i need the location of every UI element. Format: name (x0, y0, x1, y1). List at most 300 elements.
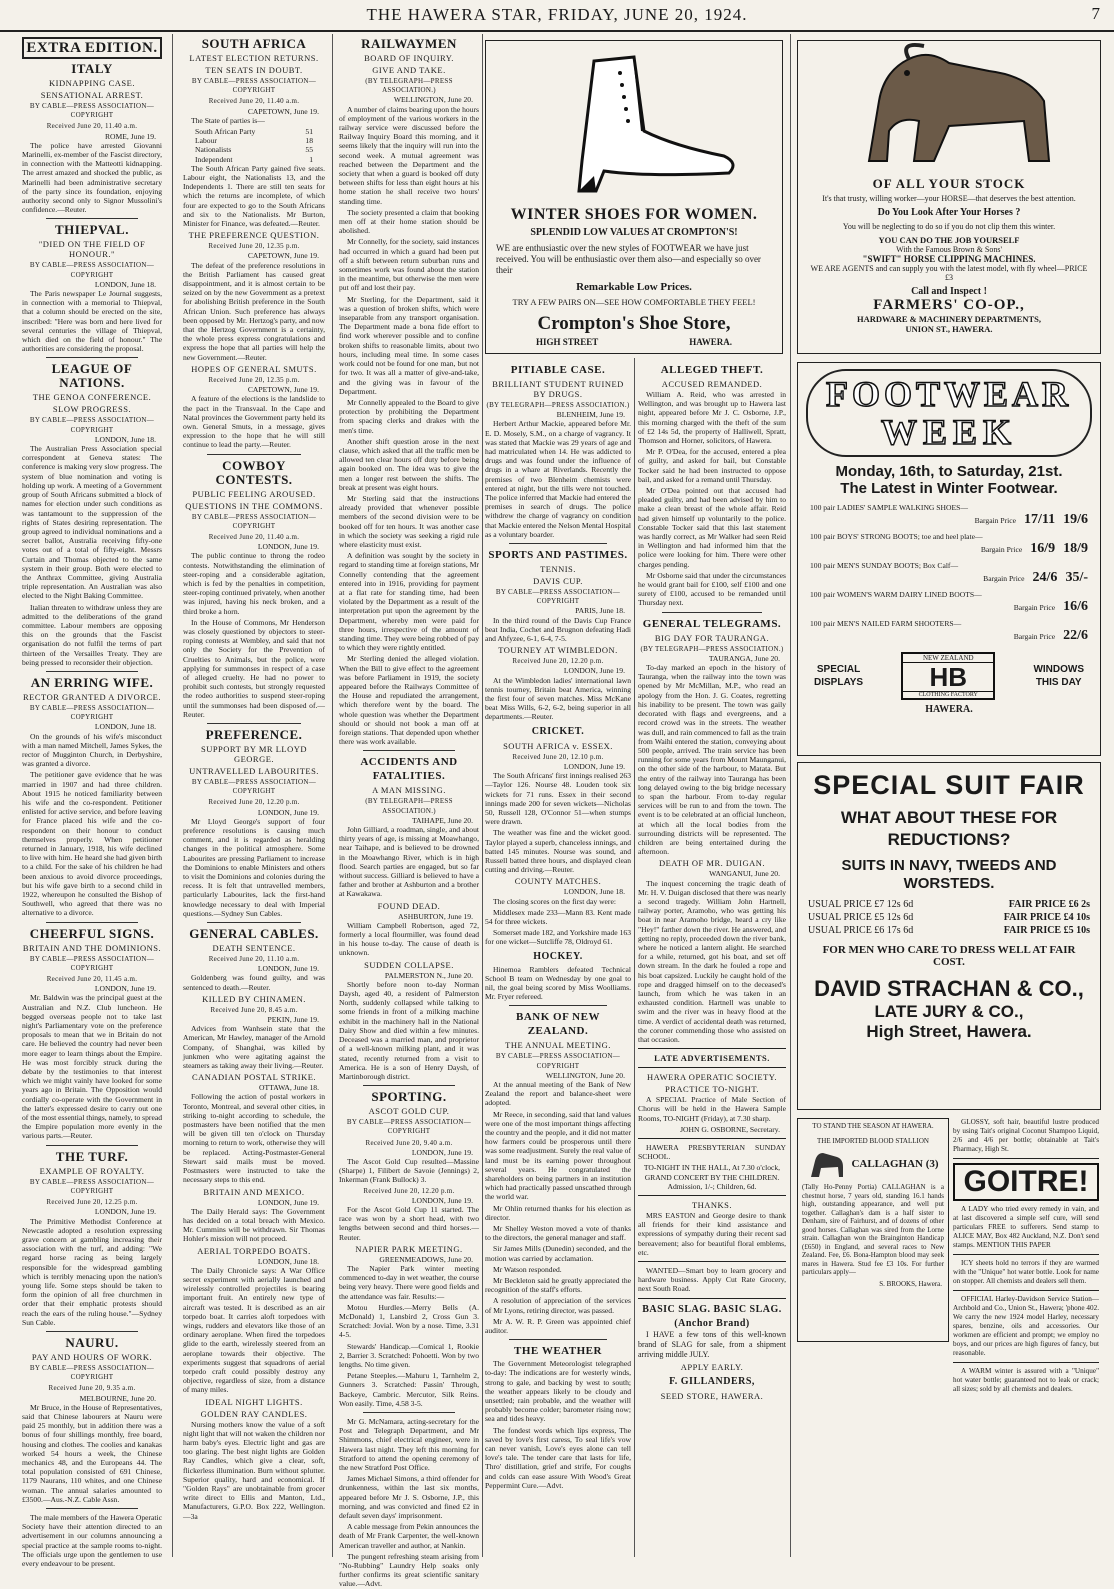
cal-title-row (798, 1149, 948, 1179)
article-text: The police have arrested Giovanni Marinelli, ex-member of the Fascist directory, in connection with the Matteotti kidnapping. The arrest amazed and shocked the public, as Marinelli had been administrative secretary of the party since its foundation, enjoying authority second only to Signor Mussolini's confidence.—Reuter. (22, 140, 162, 215)
week-word: WEEK (880, 412, 1018, 452)
article-text: Mr O'Dea pointed out that accused had pleaded guilty, and had been advised by him to make a clean breast of the whole affair. Reid had given himself up voluntarily to the police. Constable Tocker said that this last statement was hardly correct, as Mr Walker had seen Reid in Wellington and had informed him that the police were looking for him. There were other charges pending. (638, 486, 786, 569)
dateline: TAURANGA, June 20. (708, 653, 780, 663)
received: Received June 20, 12.10 p.m. (512, 752, 604, 761)
label: WINDOWS (1033, 664, 1084, 675)
extra-edition-heading: EXTRA EDITION. (22, 37, 162, 59)
dateline-source: BY CABLE—PRESS ASSOCIATION—COPYRIGHT (29, 416, 155, 434)
fair-price: FAIR PRICE £6 2s (1008, 899, 1090, 910)
headline: COWBOY CONTESTS. (215, 457, 293, 487)
column-rule (172, 34, 173, 1557)
horse-ad-title: OF ALL YOUR STOCK (872, 176, 1026, 191)
dateline: LONDON, June 19. (257, 807, 319, 817)
party-seats: 51 (305, 127, 313, 137)
classified-subheading: PRACTICE TO-NIGHT. (665, 1084, 759, 1095)
article-text: Mr Connelly, for the society, said instances had occurred in which a guard had been put off a shift between return suburban runs and sometimes work was found about the station in the meantime, but otherwise the men were put off and lost their pay. (339, 237, 479, 293)
received: Received June 20, 11.10 a.m. (208, 955, 300, 964)
subhead: QUESTIONS IN THE COMMONS. (185, 500, 323, 511)
subhead: "DIED ON THE FIELD OF HONOUR." (38, 239, 146, 260)
harley-advert: OFFICIAL Harley-Davidson Service Station—Archbold and Co., Union St., Hawera; 'phone 402. We carry the new 1924 model Harley, necessary spares, benzine, oils and accessories. Our workmen are efficient and prompt; we employ no boys, and our prices are high figures of fancy, but reasonable. (953, 1295, 1099, 1357)
column-5 (638, 360, 786, 1557)
subhead: SENSATIONAL ARREST. (40, 90, 144, 100)
article-text: Shortly before noon to-day Norman Daysh, aged 40, a resident of Palmerston North, suddenly collapsed while talking to some friends in front of a milking machine exhibit in the machinery hall in the National Dairy Show and died within a few minutes. Deceased was a married man, and proprietor of a well-known milking plant, and it was stated, recently returned from a visit to America. He is a son of Henry Daysh, of Martinborough district. (339, 979, 479, 1081)
party-seats: 55 (305, 145, 313, 155)
party-name: Independent (195, 154, 233, 164)
article-text: The Daily Chronicle says: A War Office secret experiment with aerially launched and wirelessly controlled projectiles is bearing important fruit. An entirely new type of aircraft was tested. It is described as an air torpedo boat. It carries aloft torpedoes with wings, rudders and elevators like those of an ordinary aeroplane. When fired the torpedoes glide to the earth, wirelessly steered from an aeroplane towards their objective. The experiments suggest that squadrons of aerial torpedo craft could possibly destroy any objective, regardless of size, from a distance of many miles. (183, 1265, 325, 1395)
shoe-ad-body: WE are enthusiastic over the new styles of FOOTWEAR we have just received. You will be enthusiastic over them also—and especially so over their (496, 243, 761, 275)
shoe-ad-title: WINTER SHOES FOR WOMEN. (510, 206, 758, 223)
received: Received June 20, 8.45 a.m. (210, 1005, 298, 1014)
column-1 (22, 34, 162, 1568)
suit-fair-question: WHAT ABOUT THESE FOR REDUCTIONS? (840, 808, 1058, 849)
subhead: DEATH OF MR. DUIGAN. (658, 858, 766, 869)
article-text: At the Wimbledon ladies' international lawn tennis tourney, Britain beat America, winning the first four of seven matches. Miss McKane beat Miss Wills, 6-2, 6-2, being superior in all departments.—Reuter. (485, 675, 631, 722)
footwear-dates: Monday, 16th, to Saturday, 21st. (835, 463, 1063, 480)
dateline: LONDON, June 18. (94, 722, 156, 732)
article-text: A cable message from Pekin announces the death of Mr Frank Carpenter, the well-known American traveller and author, at Nankin. (339, 1522, 479, 1550)
coop-address: UNION ST., HAWERA. (905, 324, 993, 334)
dateline: WELLINGTON, June 20. (545, 1070, 625, 1080)
subhead: PAY AND HOURS OF WORK. (31, 1351, 153, 1362)
article-text: Mr A. W. R. P. Green was appointed chief auditor. (485, 1316, 631, 1336)
table-row (195, 155, 313, 164)
received: Received June 20, 12.20 p.m. (208, 798, 300, 807)
article-text: The public continue to throng the rodeo contests. Notwithstanding the elimination of steer-roping and a considerable agitation, which is fed by the penalties in competition, steer-roping continued privately, when another was injured, having his neck broken, and a third broke a horn. (183, 551, 325, 616)
classified-heading: HAWERA OPERATIC SOCIETY. (647, 1072, 777, 1083)
warm-advert: A WARM winter is assured with a "Unique" hot water bottle; guaranteed not to leak or crack; all sizes; sold by all chemists and dealers. (953, 1367, 1099, 1393)
article-text: In the third round of the Davis Cup France beat India, Cochet and Brugnon defeating Hadi and Ahfyzee, 6-1, 6-4, 7-5. (485, 615, 631, 644)
headline: HOCKEY. (533, 950, 583, 962)
headline: AN ERRING WIFE. (30, 674, 154, 690)
table-row (808, 912, 1090, 923)
dateline: LONDON, June 19. (257, 964, 319, 974)
dateline-source: BY CABLE—PRESS ASSOCIATION—COPYRIGHT (346, 1118, 472, 1136)
subhead: A MAN MISSING. (372, 785, 446, 796)
slag-apply: APPLY EARLY. (680, 1361, 744, 1372)
subhead: BRITAIN AND MEXICO. (203, 1186, 305, 1197)
footwear-bargain-list (810, 503, 1088, 644)
article-text: The Paris newspaper Le Journal suggests, in connection with a memorial to Thiepval, that a column should be erected on the site, inscribed: "Here was born and here lived for several centuries the village of Thiepval, which died on the field of honour." The authorities are considering the proposal. (22, 289, 162, 354)
article-text: Mr Ohlin returned thanks for his election as director. (485, 1203, 631, 1222)
subhead: SLOW PROGRESS. (52, 404, 132, 415)
slag-store: SEED STORE, HAWERA. (660, 1390, 764, 1401)
article-text: Stewards' Handicap.—Comical 1, Rookie 2, Barrier 3. Scratched: Pohoetti. Won by two lengths. No time given. (339, 1341, 479, 1369)
subhead: EXAMPLE OF ROYALTY. (39, 1165, 145, 1176)
shoe-store-name: Crompton's Shoe Store, (537, 313, 731, 334)
headline: GENERAL CABLES. (189, 926, 319, 942)
table-row (195, 127, 313, 136)
dateline: CAPETOWN, June 19. (247, 251, 319, 261)
article-text: The South African Party gained five seats. Labour eight, the Nationalists 13, and the Independents 1. There are still ten seats for which the returns are incomplete, of which four are expected to go to the South Africans and six to the Nationalists. Mr Burton, Minister for Finance, was defeated.—Reuter. (183, 163, 325, 229)
hb-display-row (814, 652, 1084, 700)
subhead: GIVE AND TAKE. (372, 65, 446, 75)
article-text: Petane Steeples.—Mahuru 1, Tarnhelm 2, Gunners 3. Scratched: Passin' Through, Backeye, Cambric. Mercutor, Silk Reins. Won easily. Time, 4.58 3-5. (339, 1371, 479, 1408)
cal-sub: THE IMPORTED BLOOD STALLION (817, 1136, 929, 1145)
article-text: Another shift question arose in the next clause, which asked that all the traffic men be allowed ten clear hours off duty before being again booked on. The idea was to give the men a longer rest between the shifts. The break at present was eight hours. (339, 436, 479, 492)
horse-ad-line: With the Famous Brown & Sons' (896, 245, 1002, 254)
shoe-ad-try: TRY A FEW PAIRS ON—SEE HOW COMFORTABLE THEY FEEL! (512, 297, 756, 307)
subhead: GOLDEN RAY CANDLES. (200, 1408, 308, 1419)
headline: ACCIDENTS AND FATALITIES. (360, 756, 458, 783)
masthead-title: THE HAWERA STAR, FRIDAY, JUNE 20, 1924. (366, 5, 748, 24)
list-item (810, 619, 1088, 644)
dateline: ROME, June 19. (104, 131, 156, 141)
stallion-name: CALLAGHAN (3) (851, 1157, 939, 1170)
classified-text: MRS EASTON and George desire to thank all friends for their kind assistance and expressions of sympathy during their recent sad bereavement; also for beautiful floral emblems, etc. (638, 1211, 786, 1257)
article-text: The defeat of the preference resolutions in the British Parliament has caused great disappointment, and it is almost certain to be seized on by the new Government as a pretext for abolishing British preference in the South African Union. Such preference has always been opposed by Mr. Hertzog's party, and now that the Hertzog Government is a certainty, the whole press express congratulations and express the hope that all parties will help the new Government.—Reuter. (183, 260, 325, 362)
subhead: KIDNAPPING CASE. (49, 78, 135, 88)
subhead: CANADIAN POSTAL STRIKE. (191, 1072, 317, 1083)
table-row (808, 925, 1090, 936)
article-text: On the grounds of his wife's misconduct with a man named Mitchell, James Sykes, the rector of Mugginton Church, in Derbyshire, was granted a divorce. (22, 731, 162, 769)
dateline-source: BY CABLE—PRESS ASSOCIATION—COPYRIGHT (29, 703, 155, 722)
list-item (810, 561, 1088, 586)
headline: THE WEATHER (514, 1345, 602, 1358)
article-text: The Daily Herald says: The Government has decided on a total breach with Mexico. Mr. Cummins will be withdrawn. Sir Thomas Hohler's mission will not proceed. (183, 1206, 325, 1244)
subhead: THE PREFERENCE QUESTION. (188, 230, 320, 241)
article-text: John Gilliard, a roadman, single, and about thirty years of age, is missing at Moawhango, near Taihape, and is believed to be drowned in the Moawhango River, which is in high flood. Search parties are engaged, but so far without success. Gilliard is believed to have a father and brother at Ashburton and a brother at Kawakawa. (339, 825, 479, 899)
town: HAWERA. (689, 337, 732, 347)
dateline: LONDON, June 19. (563, 666, 625, 676)
article-text: The fondest words which lips express, The saved by love's first caress, To seal life's vow can never vanish, Love's eyes alone can tell love's tale. The tender care that lasts for life, Thro' distillation, grief and strife, For coughs and colds can ease assure With Wood's Great Peppermint Cure.—Advt. (485, 1425, 631, 1490)
article-text: Mr Osborne said that under the circumstances he would grant bail for £100, self £100 and one surety of £100, accused to be remanded until Thursday next. (638, 570, 786, 608)
dateline-source: (BY TELEGRAPH—PRESS ASSOCIATION.) (486, 401, 630, 409)
label: THIS DAY (1035, 677, 1082, 688)
fair-price: FAIR PRICE £4 10s (1003, 912, 1090, 923)
article-text: Sir James Mills (Dunedin) seconded, and the motion was carried by acclamation. (485, 1244, 631, 1263)
item-label: Bargain Price (1013, 632, 1056, 641)
article-text: Mr Beckleton said he greatly appreciated the recognition of the staff's efforts. (485, 1276, 631, 1295)
article-text: James Michael Simons, a third offender for drunkenness, within the last six months, appeared before Mr J. S. Osborne, J.P., this morning, and was convicted and fined £2 in default seven days' imprisonment. (339, 1474, 479, 1521)
party-name: South African Party (195, 127, 256, 137)
item-price: 22/6 (1063, 628, 1088, 643)
article-text: The male members of the Hawera Operatic Society have their attention directed to an advertisement in our columns announcing a special practice at the sample rooms to-night. The officials urge upon the gentlemen to use every endeavour to be present. (22, 1512, 162, 1568)
dateline: LONDON, June 18. (257, 1256, 319, 1266)
column-2 (183, 34, 325, 1557)
dateline: MELBOURNE, June 20. (79, 1393, 156, 1403)
article-text: Nursing mothers know the value of a soft night light that will not waken the children nor harm baby's eyes. Electric light and gas are too glaring. The best night lights are Golden Ray Candles, which give a clear, soft, flickerless illumination. Burn without splutter. Superior quality, hard and economical. If "Golden Rays" are unobtainable from grocer write direct to Ellis and Manton, Ltd., Manufacturers, G.P.O. Box 222, Wellington. —3a (183, 1419, 325, 1521)
hb-logo-text: CLOTHING FACTORY (903, 691, 993, 698)
subhead: BRILLIANT STUDENT RUINED BY DRUGS. (492, 379, 624, 399)
horse-illustration (829, 41, 1069, 171)
received: Received June 20, 12.35 p.m. (208, 242, 300, 251)
subhead: AERIAL TORPEDO BOATS. (197, 1245, 311, 1256)
column-4 (485, 360, 631, 1557)
article-text: Mr Connelly appealed to the Board to give protection by prohibiting the Department from spacing clerks and drakes with the men's time. (339, 397, 479, 435)
horse-ad-cta: Call and Inspect ! (911, 286, 987, 297)
subhead: NAPIER PARK MEETING. (355, 1243, 463, 1254)
article-text: Mr Sterling said that the instructions already provided that whenever possible members of the second division were to be booked off for ten hours. It was another case in which the society was seeking a rigid rule where elasticity must exist. (339, 493, 479, 549)
dateline-source: BY CABLE—PRESS ASSOCIATION—COPYRIGHT (191, 777, 317, 796)
article-text: To-day marked an epoch in the history of Tauranga, when the railway into the town was opened by Mr McMillan, M.P., who read an apology from the Hon. J. G. Coates, regretting his inability to be present. The town was gaily decorated with flags and evergreens, and a record crowd was in the streets. The weather was dull, and rain commenced to fall as the train from Waihi entered the station, conveying about 500 people, arrived. The train service has been running for some years from Mount Maunganui, on the other side of the harbour, to Matata. But the entry of the railway into Tauranga has been long delayed owing to the big bridge necessary to span the harbour. From to-day regular services will be run to and from the town. The event is to be celebrated at an official luncheon, at which all the local bodies from the surrounding districts will be represented. The children are being entertained during the afternoon. (638, 663, 786, 857)
article-text: Mr Lloyd George's support of four preference resolutions is causing much comment, and it is regarded as heralding changes in the political atmosphere. Some Labourites are pressing Parliament to increase the Dominions to enable Ministers and others to visit the Dominions and colonies during the recess. It is felt that untravelled members, particularly Labourites, lack the first-hand knowledge necessary to deal with Imperial questions.—Sydney Sun Cables. (183, 816, 325, 918)
strachan-name: DAVID STRACHAN & CO., (814, 976, 1084, 1001)
footwear-week-banner (806, 369, 1092, 457)
dateline-source: BY CABLE—PRESS ASSOCIATION—COPYRIGHT (29, 261, 155, 279)
headline: ITALY (71, 61, 113, 76)
subhead: THE ANNUAL MEETING. (505, 1040, 611, 1051)
icy-advert: ICY sheets hold no terrors if they are warmed with the "Unique" hot water bottle. Look for name on stopper. All chemists and dealers sell them. (953, 1259, 1099, 1285)
dateline: LONDON, June 18. (94, 279, 156, 289)
classified-text: TO-NIGHT IN THE HALL, At 7.30 o'clock, GRAND CONCERT BY THE CHILDREN. Admission, 1/-; Children, 6d. (643, 1163, 781, 1191)
item-label: Bargain Price (983, 574, 1025, 583)
item-desc: 100 pair MEN'S SUNDAY BOOTS; Box Calf— (810, 561, 959, 570)
horse-ad-line: It's that trusty, willing worker—your HORSE—that deserves the best attention. (822, 194, 1076, 203)
slag-seller: F. GILLANDERS, (669, 1375, 755, 1387)
dateline-source: (BY TELEGRAPH—PRESS ASSOCIATION.) (365, 797, 453, 815)
article-text: The society presented a claim that booking men off at their home station should be abolished. (339, 207, 479, 236)
dateline: WELLINGTON, June 20. (393, 95, 473, 105)
party-name: Nationalists (195, 145, 232, 155)
footwear-word: FOOTWEAR (825, 374, 1072, 414)
dateline: CAPETOWN, June 19. (247, 385, 319, 395)
coop-name: FARMERS' CO-OP., (873, 297, 1025, 313)
section-heading: LATE ADVERTISEMENTS. (654, 1053, 770, 1064)
classified-text: WANTED—Smart boy to learn grocery and hardware business. Apply Cut Rate Grocery, next South Road. (638, 1266, 786, 1294)
footwear-tagline: The Latest in Winter Footwear. (840, 480, 1058, 497)
headline: ALLEGED THEFT. (660, 364, 764, 376)
article-text: William Campbell Robertson, aged 72, formerly a local flourmiller, was found dead in his house to-day. The cause of death is unknown. (339, 920, 479, 958)
subhead: PUBLIC FEELING AROUSED. (192, 488, 316, 499)
received: Received June 20, 11.40 a.m. (46, 122, 138, 131)
article-text: Goldenberg was found guilty, and was sentenced to death.—Reuter. (183, 973, 325, 992)
article-text: The Ascot Gold Cup resulted—Massine (Sharpe) 1, Filibert de Savoie (Jennings) 2, Inkerman (Frank Bullock) 3. (339, 1156, 479, 1185)
hb-logo-text: HB (929, 662, 968, 692)
dateline: LONDON, June 18. (563, 887, 625, 897)
table-row (808, 899, 1090, 910)
item-price: 35/- (1065, 570, 1088, 585)
article-text: A definition was sought by the society in regard to standing time at foreign stations, Mr Connelly contending that the agreement entered into in 1916, providing for payment at a flat rate for standing time, had been violated by the Department as a result of the interpretation put upon the agreement by the Department, whereby men were paid for three hours, irrespective of the amount of standing time. They were being robbed of pay to which they were rightly entitled. (339, 551, 479, 653)
dateline-source: BY CABLE—PRESS ASSOCIATION—COPYRIGHT (191, 512, 317, 530)
article-text: William A. Reid, who was arrested in Wellington, and was brought up to Hawera last night, appeared before Mr J. C. Osborne, J.P., this morning charged with the theft of the sum of £2 14s 5d, the property of Halliwell, Spratt, Thomson and Horner, solicitors, of Hawera. (638, 390, 786, 446)
farmers-coop-horse-advert (797, 40, 1101, 354)
item-price: 17/11 (1023, 512, 1056, 527)
dateline: LONDON, June 19. (94, 1207, 156, 1217)
received: Received June 20, 12.35 p.m. (208, 375, 300, 384)
subhead: IDEAL NIGHT LIGHTS. (205, 1396, 303, 1407)
article-text: The State of parties is— (191, 115, 265, 125)
item-price: 16/6 (1063, 599, 1088, 614)
subhead: SOUTH AFRICA v. ESSEX. (503, 740, 613, 751)
item-label: Bargain Price (980, 545, 1023, 554)
headline: BANK OF NEW ZEALAND. (516, 1011, 600, 1038)
shoe-store-address (536, 337, 732, 347)
table-row (195, 145, 313, 154)
page-number: 7 (1091, 4, 1100, 23)
dateline-source: (BY TELEGRAPH—PRESS ASSOCIATION.) (365, 77, 453, 95)
column-3 (339, 34, 479, 1589)
usual-price: USUAL PRICE £5 12s 6d (808, 912, 914, 923)
article-text: The closing scores on the first day were: (493, 896, 616, 906)
subhead: DAVIS CUP. (533, 576, 583, 587)
headline: THE TURF. (55, 1148, 129, 1164)
coop-departments: HARDWARE & MACHINERY DEPARTMENTS, (856, 314, 1042, 324)
horse-ad-line: You will be neglecting to do so if you do not clip them this winter. (842, 222, 1056, 231)
dateline-source: BY CABLE—PRESS ASSOCIATION—COPYRIGHT (29, 102, 155, 120)
article-text: The weather was fine and the wicket good. Taylor played a superb, chanceless innings, and batted 145 minutes. Nourse was sound, and Russell batted three hours, and displayed clean cutting and driving.—Reuter. (485, 828, 631, 875)
dateline: PARIS, June 18. (575, 606, 625, 616)
subhead: TENNIS. (540, 564, 576, 575)
dateline-source: BY CABLE—PRESS ASSOCIATION—COPYRIGHT (191, 77, 317, 95)
fair-price: FAIR PRICE £5 10s (1003, 925, 1090, 936)
article-text: For the Ascot Gold Cup 11 started. The race was won by a short head, with two lengths between second and third horses.—Reuter. (339, 1204, 479, 1242)
street: HIGH STREET (536, 337, 599, 347)
subhead: BOARD OF INQUIRY. (364, 53, 454, 63)
horse-ad-product: "SWIFT" HORSE CLIPPING MACHINES. (862, 254, 1036, 264)
item-desc: 100 pair MEN'S NAILED FARM SHOOTERS— (810, 619, 962, 628)
item-desc: 100 pair LADIES' SAMPLE WALKING SHOES— (810, 503, 968, 512)
dateline: LONDON, June 19. (411, 1147, 473, 1157)
classified-heading: THANKS. (691, 1200, 733, 1211)
masthead (0, 0, 1114, 32)
footwear-week-advert (797, 362, 1101, 756)
article-text: The inquest concerning the tragic death of Mr. H. V. Duigan disclosed that there was nearly a second tragedy. William John Hartnell, railway porter, Aramoho, who was getting his boat in near Aramoho bridge, heard a cry like "Hey!" farther down the river. He answered, and getting no reply, proceeded down the river bank, where he noticed a lantern alight. He searched for a while, returned, got his boat, and set off down stream. In the dark he fouled a rope and his boat capsized. Luckily he caught hold of the rope and dragged himself on to the deceased's launch, from which he was taken in an exhausted condition. Hartnell was unable to swim and the river was in heavy flood at the time. A verdict of accidental death was returned, the coroner commending those who assisted on that occasion. (638, 878, 786, 1044)
subhead: TOURNEY AT WIMBLEDON. (498, 645, 618, 656)
item-price: 16/9 (1030, 541, 1056, 556)
subhead: FOUND DEAD. (377, 900, 441, 911)
article-text: The South Africans' first innings realised 263—Taylor 126. Nourse 48. Louden took six wickets for 71 runs. Essex in their second innings made 200 for seven wickets—Nicholas 50, Russell 128, O'Connor 51—when stumps were drawn. (485, 771, 631, 827)
headline: NAURU. (65, 1334, 119, 1350)
subhead: UNTRAVELLED LABOURITES. (189, 765, 319, 776)
classified-signature: JOHN G. OSBORNE, Secretary. (680, 1124, 780, 1134)
cal-text: (Tally Ho-Penny Portia) CALLAGHAN is a chestnut horse, 7 years old, standing 16.1 hands high, outstanding appearance, and well put together. Callaghan's dam is a half sister to Denham, sire of Fairhurst, and of dozens of other good horses. Callaghan was sired from the Lorne strain. Callaghan won the Brainginton Handicap (£650) in England, and several races to New Zealand. Fee, £6. Bona-Hampton blood may seek mares in Hawera. Stud fee £3 10s. For further particulars apply— (802, 1183, 944, 1276)
column-rule (332, 34, 333, 1557)
article-text: The petitioner gave evidence that he was married in 1907 and had three children. About 1915 he noticed familiarity between his wife and the co-respondent. Petitioner enlisted for active service, and before leaving for France placed his wife and the co-respondent on their honour to conduct themselves properly. When petitioner returned in January, 1918, his wife declined to live with him. He heard she had given birth to a child. For the sake of his children he had been anxious to avoid divorce proceedings, but his wife gave birth to a second child in 1922, whereupon he consulted the Bishop of Southwell, who agreed that there was no alternative to a divorce. (22, 770, 162, 918)
strachan-address: High Street, Hawera. (866, 1022, 1032, 1041)
dateline: PALMERSTON N., June 20. (384, 970, 473, 980)
slag-heading: BASIC SLAG. BASIC SLAG. (642, 1303, 782, 1315)
article-text: Italian threaten to withdraw unless they are admitted to the deliberations of the grand committee. Labour members are opposing this on the grounds that the Fascist organisation do not fulfil the terms of part thirteen of the Versailles Treaty. They are being pressed to reconsider their objection. (22, 602, 162, 667)
received: Received June 20, 9.35 a.m. (48, 1384, 136, 1393)
dateline: LONDON, June 19. (257, 1197, 319, 1207)
article-text: A resolution of appreciation of the services of Mr Lyons, retiring director, was passed. (485, 1296, 631, 1315)
horse-ad-line: YOU CAN DO THE JOB YOURSELF (878, 235, 1020, 245)
headline: SPORTING. (371, 1089, 447, 1105)
article-text: Following the action of postal workers in Toronto, Montreal, and several other cities, in striking to-night according to schedule, the postmasters have been notified that the men will be given till ten o'clock on Thursday morning to return to work, otherwise they will be replaced. Acting-Postmaster-General Stewart said mails must be moved. Postmasters were instructed to take the necessary steps to this end. (183, 1092, 325, 1185)
dateline: BLENHEIM, June 19. (556, 410, 625, 420)
strachan-late: LATE JURY & CO., (874, 1002, 1024, 1021)
article-text: In the House of Commons, Mr Henderson was closely questioned by objectors to steer-roping contests at Wembley, and said that not only the Society for the Prevention of Cruelties to Animals, but the police, were applying for summonses in respect of a case of alleged cruelty. He had no power to prohibit such contests, but strongly requested the rodeo authorities to suspend steer-roping until the summonses had been disposed of.—Reuter. (183, 617, 325, 719)
small-adverts (953, 1118, 1099, 1558)
suit-fair-advert (797, 762, 1101, 1110)
subhead: HOPES OF GENERAL SMUTS. (191, 363, 317, 374)
callaghan-stallion-advert (797, 1118, 949, 1342)
article-text: Mr. Baldwin was the principal guest at the Australian and N.Z. Club luncheon. He begged overseas people not to take last night's Parliamentary vote on the preference proposals to mean that we in Britain do not care. He believed the country had never been more eager to learn things about the Empire. He was most forcibly struck during the debate by the testimonies to that interest which we might vainly have looked for some years ago in Britain. The Opposition would cordially co-operate with the Government in the latter's expressed desire to carry out one of the most essential things, namely, to spread the Empire population more evenly in the various parts.—Reuter. (22, 993, 162, 1141)
hb-logo (901, 652, 995, 700)
suit-fair-title: SPECIAL SUIT FAIR (813, 770, 1085, 800)
dateline: OTTAWA, June 18. (259, 1083, 319, 1093)
received: Received June 20, 11.45 a.m. (46, 975, 138, 984)
article-text: Mr Shelley Weston moved a vote of thanks to the directors, the general manager and staff. (485, 1224, 631, 1243)
received: Received June 20, 11.40 a.m. (208, 532, 300, 541)
subhead: BRITAIN AND THE DOMINIONS. (22, 942, 162, 953)
horse-icon (807, 1149, 847, 1179)
article-text: The pungent refreshing steam arising from "No-Rubbing" Laundry Help soaks only further confirms its great scientific sanitary value.—Advt. (339, 1551, 479, 1589)
slag-text: I HAVE a few tons of this well-known brand of SLAG for sale, from a shipment arriving middle JULY. (638, 1329, 786, 1359)
article-text: The Government Meteorologist telegraphed to-day: The indications are for westerly winds, strong to gale, and backing by west to south; the weather appears likely to be cloudy and unsettled; rain probable, and the weather will probably become colder; barometer rising now; sea and tides heavy. (485, 1359, 631, 1424)
subhead: ACCUSED REMANDED. (661, 379, 763, 389)
article-text: Mr Sterling denied the alleged violation. When the Bill to give effect to the agreement was before Parliament in 1919, the society appeared before the Railways Committee of the House and repudiated the arrangement, which therefore went by the board. The whole question was whether the Department should or should not book a man off at foreign stations. That depended upon whether there was work available. (339, 654, 479, 747)
article-text: Middlesex made 233—Mann 83. Kent made 54 for three wickets. (485, 907, 631, 926)
item-price: 24/6 (1032, 570, 1058, 585)
received: Received June 20, 11.40 a.m. (208, 97, 300, 106)
horse-ad-price: WE ARE AGENTS and can supply you with the latest model, with fly wheel—PRICE £3 (810, 264, 1088, 282)
headline: SOUTH AFRICA (201, 36, 307, 51)
received: Received June 20, 12.20 p.m. (363, 1186, 455, 1195)
column-rule (634, 358, 635, 1557)
classified-text: HAWERA PRESBYTERIAN SUNDAY SCHOOL. (638, 1143, 786, 1162)
dateline: LONDON, June 19. (411, 1195, 473, 1205)
party-table (183, 127, 325, 164)
dateline: PEKIN, June 19. (267, 1015, 319, 1025)
dateline: ASHBURTON, June 19. (398, 911, 473, 921)
column-rule (790, 34, 791, 1557)
article-text: Hinemoa Ramblers defeated Technical School B team on Wednesday by one goal to nil, the goal being scored by Miss Woolliams. Mr. Fryer refereed. (485, 964, 631, 1002)
column-rule (482, 34, 483, 1557)
party-seats: 18 (305, 136, 313, 146)
headline: SPORTS AND PASTIMES. (488, 549, 628, 562)
dateline: LONDON, June 18. (94, 434, 156, 444)
suit-fair-range: SUITS IN NAVY, TWEEDS AND WORSTEDS. (841, 857, 1057, 892)
glossy-advert: GLOSSY, soft hair, beautiful lustre produced by using Tait's original Coconut Shampoo Liquid, 2/6 and 4/6 per bottle; obtainable at Tait's Pharmacy, High St. (953, 1118, 1099, 1153)
article-text: The Napier Park winter meeting commenced to-day in wet weather, the course being very heavy. There were good fields and the attendance was fair. Results:— (339, 1263, 479, 1301)
usual-price: USUAL PRICE £6 17s 6d (808, 925, 914, 936)
dateline-source: BY CABLE—PRESS ASSOCIATION—COPYRIGHT (29, 954, 155, 972)
headline: GENERAL TELEGRAMS. (642, 617, 782, 630)
list-item (810, 590, 1088, 615)
suit-fair-tagline: FOR MEN WHO CARE TO DRESS WELL AT FAIR COST. (822, 944, 1076, 968)
footwear-town: HAWERA. (925, 704, 973, 715)
subhead: ASCOT GOLD CUP. (368, 1106, 450, 1117)
item-price: 19/6 (1063, 512, 1088, 527)
subhead: KILLED BY CHINAMEN. (202, 993, 306, 1004)
party-seats: 1 (309, 154, 313, 164)
subhead: TEN SEATS IN DOUBT. (205, 65, 303, 75)
subhead: COUNTY MATCHES. (514, 876, 602, 887)
horse-ad-question: Do You Look After Your Horses ? (877, 207, 1021, 218)
party-name: Labour (195, 136, 217, 146)
list-item (810, 532, 1088, 557)
article-text: Mr P. O'Dea, for the accused, entered a plea of guilty, and asked for bail, but Constable Tocker said he had been instructed to oppose bail, and asked for a remand until Thursday. (638, 447, 786, 484)
item-label: Bargain Price (1013, 603, 1056, 612)
item-desc: 100 pair BOYS' STRONG BOOTS; toe and heel plate— (810, 532, 983, 541)
shoe-ad-subtitle: SPLENDID LOW VALUES AT CROMPTON'S! (530, 227, 738, 238)
dateline-source: BY CABLE—PRESS ASSOCIATION—COPYRIGHT (495, 588, 621, 606)
cal-heading: TO STAND THE SEASON AT HAWERA. (812, 1122, 934, 1130)
subhead: LATEST ELECTION RETURNS. (189, 53, 319, 63)
dateline-source: (BY TELEGRAPH—PRESS ASSOCIATION.) (640, 644, 784, 653)
dateline: TAIHAPE, June 20. (412, 815, 473, 825)
classified-text: A SPECIAL Practice of Male Section of Chorus will be held in the Hawera Sample Rooms, TO-NIGHT (Friday), at 7.30 sharp. (638, 1095, 786, 1123)
subhead: THE GENOA CONFERENCE. (32, 392, 152, 403)
headline: PITIABLE CASE. (510, 364, 606, 376)
hb-logo-text: NEW ZEALAND (903, 654, 993, 663)
received: Received June 20, 12.20 p.m. (512, 657, 604, 666)
usual-price: USUAL PRICE £7 12s 6d (808, 899, 914, 910)
list-item (810, 503, 1088, 528)
suit-price-table (798, 899, 1100, 936)
article-text: Motou Hurdles.—Merry Bells (A. McDonald) 1, Lansbird 2, Cross Gun 3. Scratched: Jovial. Won by a nose. Time, 3.31 4-5. (339, 1302, 479, 1340)
windows-this-day (1033, 663, 1084, 689)
dateline: LONDON, June 19. (563, 761, 625, 771)
label: DISPLAYS (814, 677, 864, 688)
headline: PREFERENCE. (205, 726, 303, 742)
article-text: The Primitive Methodist Conference at Newcastle adopted a resolution expressing grave concern at gambling increasing their association with the turf, and adding: "We regard horse racing as being largely responsible for the widespread gambling which is terribly menacing upon the nation's young life. Some steps should be taken to form the opinion of all free churchmen in order that their emphatic protests should reach the ears of the ruling house."—Sydney Sun Cable. (22, 1216, 162, 1327)
article-text: Mr Watson responded. (493, 1264, 562, 1274)
cal-owner: S. BROOKS, Hawera. (879, 1279, 942, 1288)
subhead: DEATH SENTENCE. (212, 943, 296, 954)
subhead: RECTOR GRANTED A DIVORCE. (23, 691, 161, 702)
